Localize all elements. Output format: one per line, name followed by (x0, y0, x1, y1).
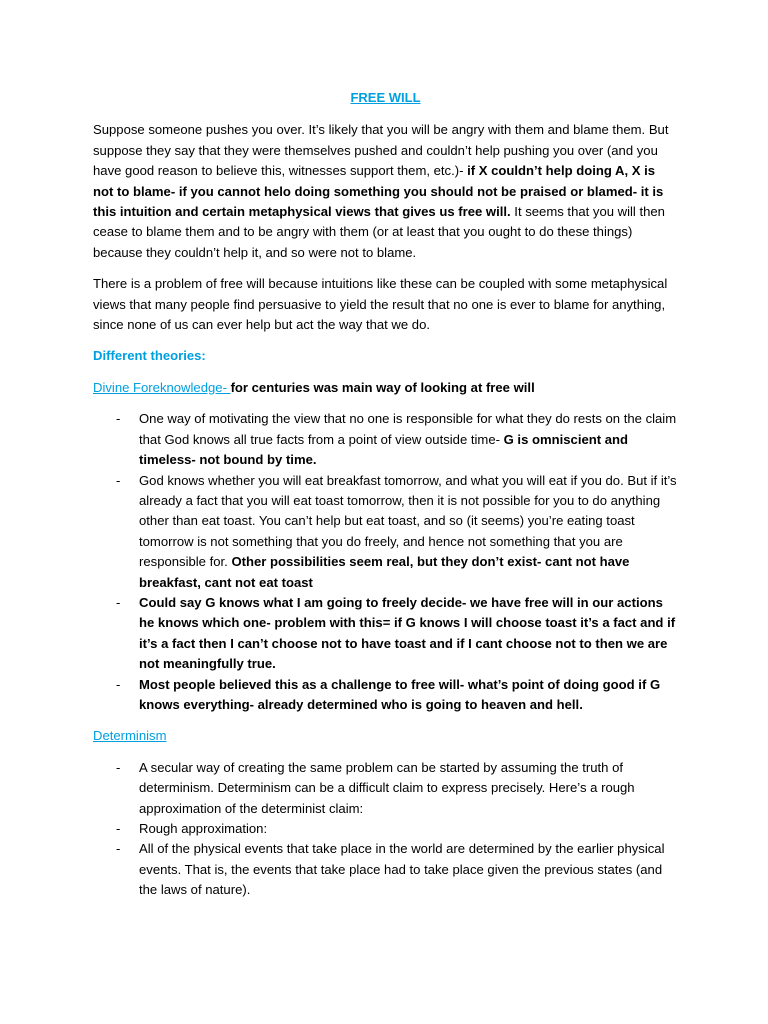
divine-foreknowledge-link[interactable]: Divine Foreknowledge (93, 379, 223, 395)
intro-p1-tail: It seems that you will then cease to blame them and to be angry with them (or at least that you ought to do these things) because they couldn’t help it, and so were not to blame. (93, 204, 665, 260)
list-item-bold: G is omniscient and timeless- not bound by time. (139, 431, 629, 468)
dash-bullet: - (116, 594, 121, 610)
dash-bullet: - (116, 676, 121, 692)
list-item-bold: Most people believed this as a challenge to free will- what’s point of doing good if G knows everything- already determined who is going to heaven and hell. (139, 676, 661, 712)
list-item (93, 409, 678, 470)
list-item-text: A secular way of creating the same problem can be started by assuming the truth of determinism. Determinism can be a difficult claim to express precisely. Here’s a rough approximation of the determinist claim: (139, 759, 635, 816)
theories-heading: Different theories: (93, 348, 206, 364)
list-item (93, 839, 678, 900)
intro-p1-text: Suppose someone pushes you over. It’s likely that you will be angry with them and blame them. But suppose they say that they were themselves pushed and couldn’t help pushing you over (and you have good reason to believe this, witnesses support them, etc.)- (93, 122, 669, 179)
list-item-text: Rough approximation: (139, 821, 268, 836)
dash-bullet: - (116, 411, 121, 427)
list-item (93, 675, 678, 716)
list-item-bold: Other possibilities seem real, but they don’t exist- cant not have breakfast, cant not eat toast (139, 554, 630, 590)
list-item (93, 819, 678, 839)
list-item (93, 593, 678, 675)
dash-bullet: - (116, 472, 121, 488)
list-item (93, 758, 678, 819)
divine-foreknowledge-heading (93, 378, 678, 398)
dash-bullet: - (116, 821, 121, 836)
intro-paragraph-2: There is a problem of free will because intuitions like these can be coupled with some metaphysical views that many people find persuasive to yield the result that no one is ever to blame for anything, since none of us can ever help but act the way that we do. (93, 276, 668, 333)
determinism-list (93, 758, 678, 901)
intro-paragraph-1 (93, 120, 678, 263)
list-item-bold: Could say G knows what I am going to freely decide- we have free will in our actions he knows which one- problem with this= if G knows I will choose toast it’s a fact and if it’s a fact then I can’t choose not to have toast and if I cant choose not to then we are not meaningfully true. (139, 594, 676, 672)
dash-bullet: - (116, 759, 121, 775)
determinism-heading (93, 726, 678, 746)
list-item-text: All of the physical events that take place in the world are determined by the earlier physical events. That is, the events that take place had to take place given the previous states (and the laws of nature). (139, 841, 665, 898)
list-item-text: One way of motivating the view that no one is responsible for what they do rests on the claim that God knows all true facts from a point of view outside time- (139, 411, 677, 447)
intro-p1-bold: if X couldn’t help doing A, X is not to blame- if you cannot helo doing something you should not be praised or blamed- it is this intuition and certain metaphysical views that gives us free will. (93, 163, 664, 220)
determinism-link[interactable]: Determinism (93, 728, 167, 744)
divine-foreknowledge-list (93, 409, 678, 715)
divine-subtitle: for centuries was main way of looking at free will (230, 379, 535, 395)
list-item-text: God knows whether you will eat breakfast tomorrow, and what you will eat if you do. But if it’s already a fact that you will eat toast tomorrow, then it is not possible for you to do anything other than eat toast. You can’t help but eat toast, and so (it seems) you’re eating toast tomorrow is not something that you do freely, and hence not something that you are responsible for. (139, 472, 677, 570)
list-item (93, 471, 678, 593)
divine-dash: - (222, 379, 231, 395)
dash-bullet: - (116, 841, 121, 857)
page-title: FREE WILL (350, 90, 421, 105)
